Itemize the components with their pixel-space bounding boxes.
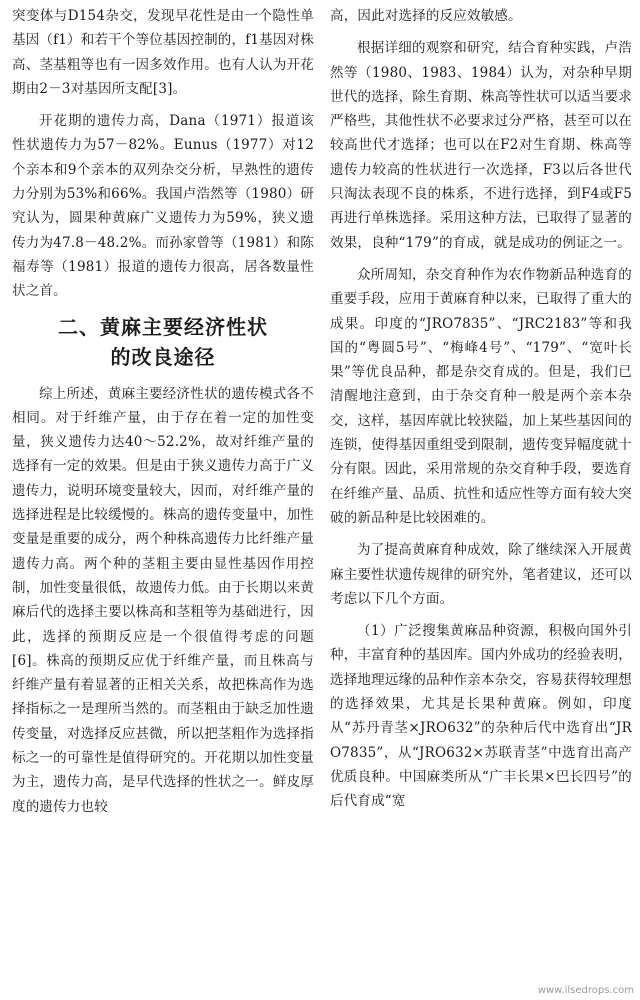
section-heading-line-2: 的改良途径 bbox=[110, 344, 216, 369]
right-paragraph-1: 高，因此对选择的反应效敏感。 bbox=[330, 8, 522, 24]
right-paragraph-2: 根据详细的观察和研究，结合育种实践，卢浩然等（1980、1983、1984）认为，对杂种早期世代的选择，除生育期、株高等性状可以适当要求严格些，其他性状不必要求过分严格，甚至可以在较高世代才选择；也可以在F2对生育期、株高等遗传力较高的性状进行一次选择，F3以后各世代只淘汰表现不良的株系，不进行选择，到F4或F5再进行单株选择。采用这种方法，已取得了显著的效果，良种“179”的育成，就是成功的例证之一。 bbox=[330, 40, 632, 251]
section-heading-line-1: 二、黄麻主要经济性状 bbox=[58, 314, 268, 339]
left-paragraph-1: 突变体与D154杂交，发现早花性是由一个隐性单基因（f1）和若干个等位基因控制的，f1基因对株高、茎基粗等也有一因多效作用。也有人认为开花期由2－3对基因所支配[3]。 bbox=[12, 8, 314, 97]
left-paragraph-2: 开花期的遗传力高，Dana（1971）报道该性状遗传力为57－82%。Eunus（1977）对12个亲本和9个亲本的双列杂交分析，早熟性的遗传力分别为53%和66%。我国卢浩然等（1980）研究认为，圆果种黄麻广义遗传力为59%，狭义遗传力为47.8－48.2%。而孙家曾等（1981）和陈福寿等（1981）报道的遗传力很高，居各数量性状之首。 bbox=[12, 113, 314, 300]
left-column bbox=[12, 4, 314, 827]
watermark-text: www.ilsedrops.com bbox=[537, 985, 634, 996]
section-heading bbox=[12, 312, 314, 372]
right-paragraph-4: 为了提高黄麻育种成效，除了继续深入开展黄麻主要性状遗传规律的研究外，笔者建议，还可以考虑以下几个方面。 bbox=[330, 542, 632, 607]
right-paragraph-3: 众所周知，杂交育种作为农作物新品种选育的重要手段，应用于黄麻育种以来，已取得了重大的成果。印度的“JRO7835”、“JRC2183”等和我国的“粤圆5号”、“梅峰4号”、“179”、“宽叶长果”等优良品种，都是杂交育成的。但是，我们已清醒地注意到，由于杂交育种一般是两个亲本杂交，这样，基因库就比较狭隘，加上某些基因间的连锁，使得基因重组受到限制，遗传变异幅度就十分有限。因此，采用常规的杂交育种手段，要选育在纤维产量、品质、抗性和适应性等方面有较大突破的新品种是比较困难的。 bbox=[330, 266, 632, 526]
left-paragraph-3: 综上所述，黄麻主要经济性状的遗传模式各不相同。对于纤维产量，由于存在着一定的加性变量，狭义遗传力达40～52.2%，故对纤维产量的选择有一定的效果。但是由于狭义遗传力高于广义遗传力，说明环境变量较大，因而，对纤维产量的选择进程是比较缓慢的。株高的遗传变量中，加性变量是重要的成分，两个种株高遗传力比纤维产量遗传力高。两个种的茎粗主要由显性基因作用控制，加性变量很低，故遗传力低。由于长期以来黄麻后代的选择主要以株高和茎粗等为基础进行，因此，选择的预期反应是一个很值得考虑的问题[6]。株高的预期反应优于纤维产量，而且株高与纤维产量有着显著的正相关关系，故把株高作为选择指标之一是理所当然的。而茎粗由于缺乏加性遗传变量，对选择反应甚微，所以把茎粗作为选择指标之一的可靠性是值得研究的。开花期以加性变量为主，遗传力高，是早代选择的性状之一。鲜皮厚度的遗传力也较 bbox=[12, 385, 314, 815]
right-column bbox=[330, 4, 632, 822]
right-paragraph-5: （1）广泛搜集黄麻品种资源，积极向国外引种，丰富育种的基因库。国内外成功的经验表明，选择地理远缘的品种作亲本杂交，容易获得较理想的选择效果，尤其是长果种黄麻。例如，印度从“苏丹青茎×JRO632”的杂种后代中选育出“JRO7835”，从“JRO632×苏联青茎”中选育出高产优质良种。中国麻类所从“广丰长果×巴长四号”的后代育成“宽 bbox=[330, 623, 632, 810]
